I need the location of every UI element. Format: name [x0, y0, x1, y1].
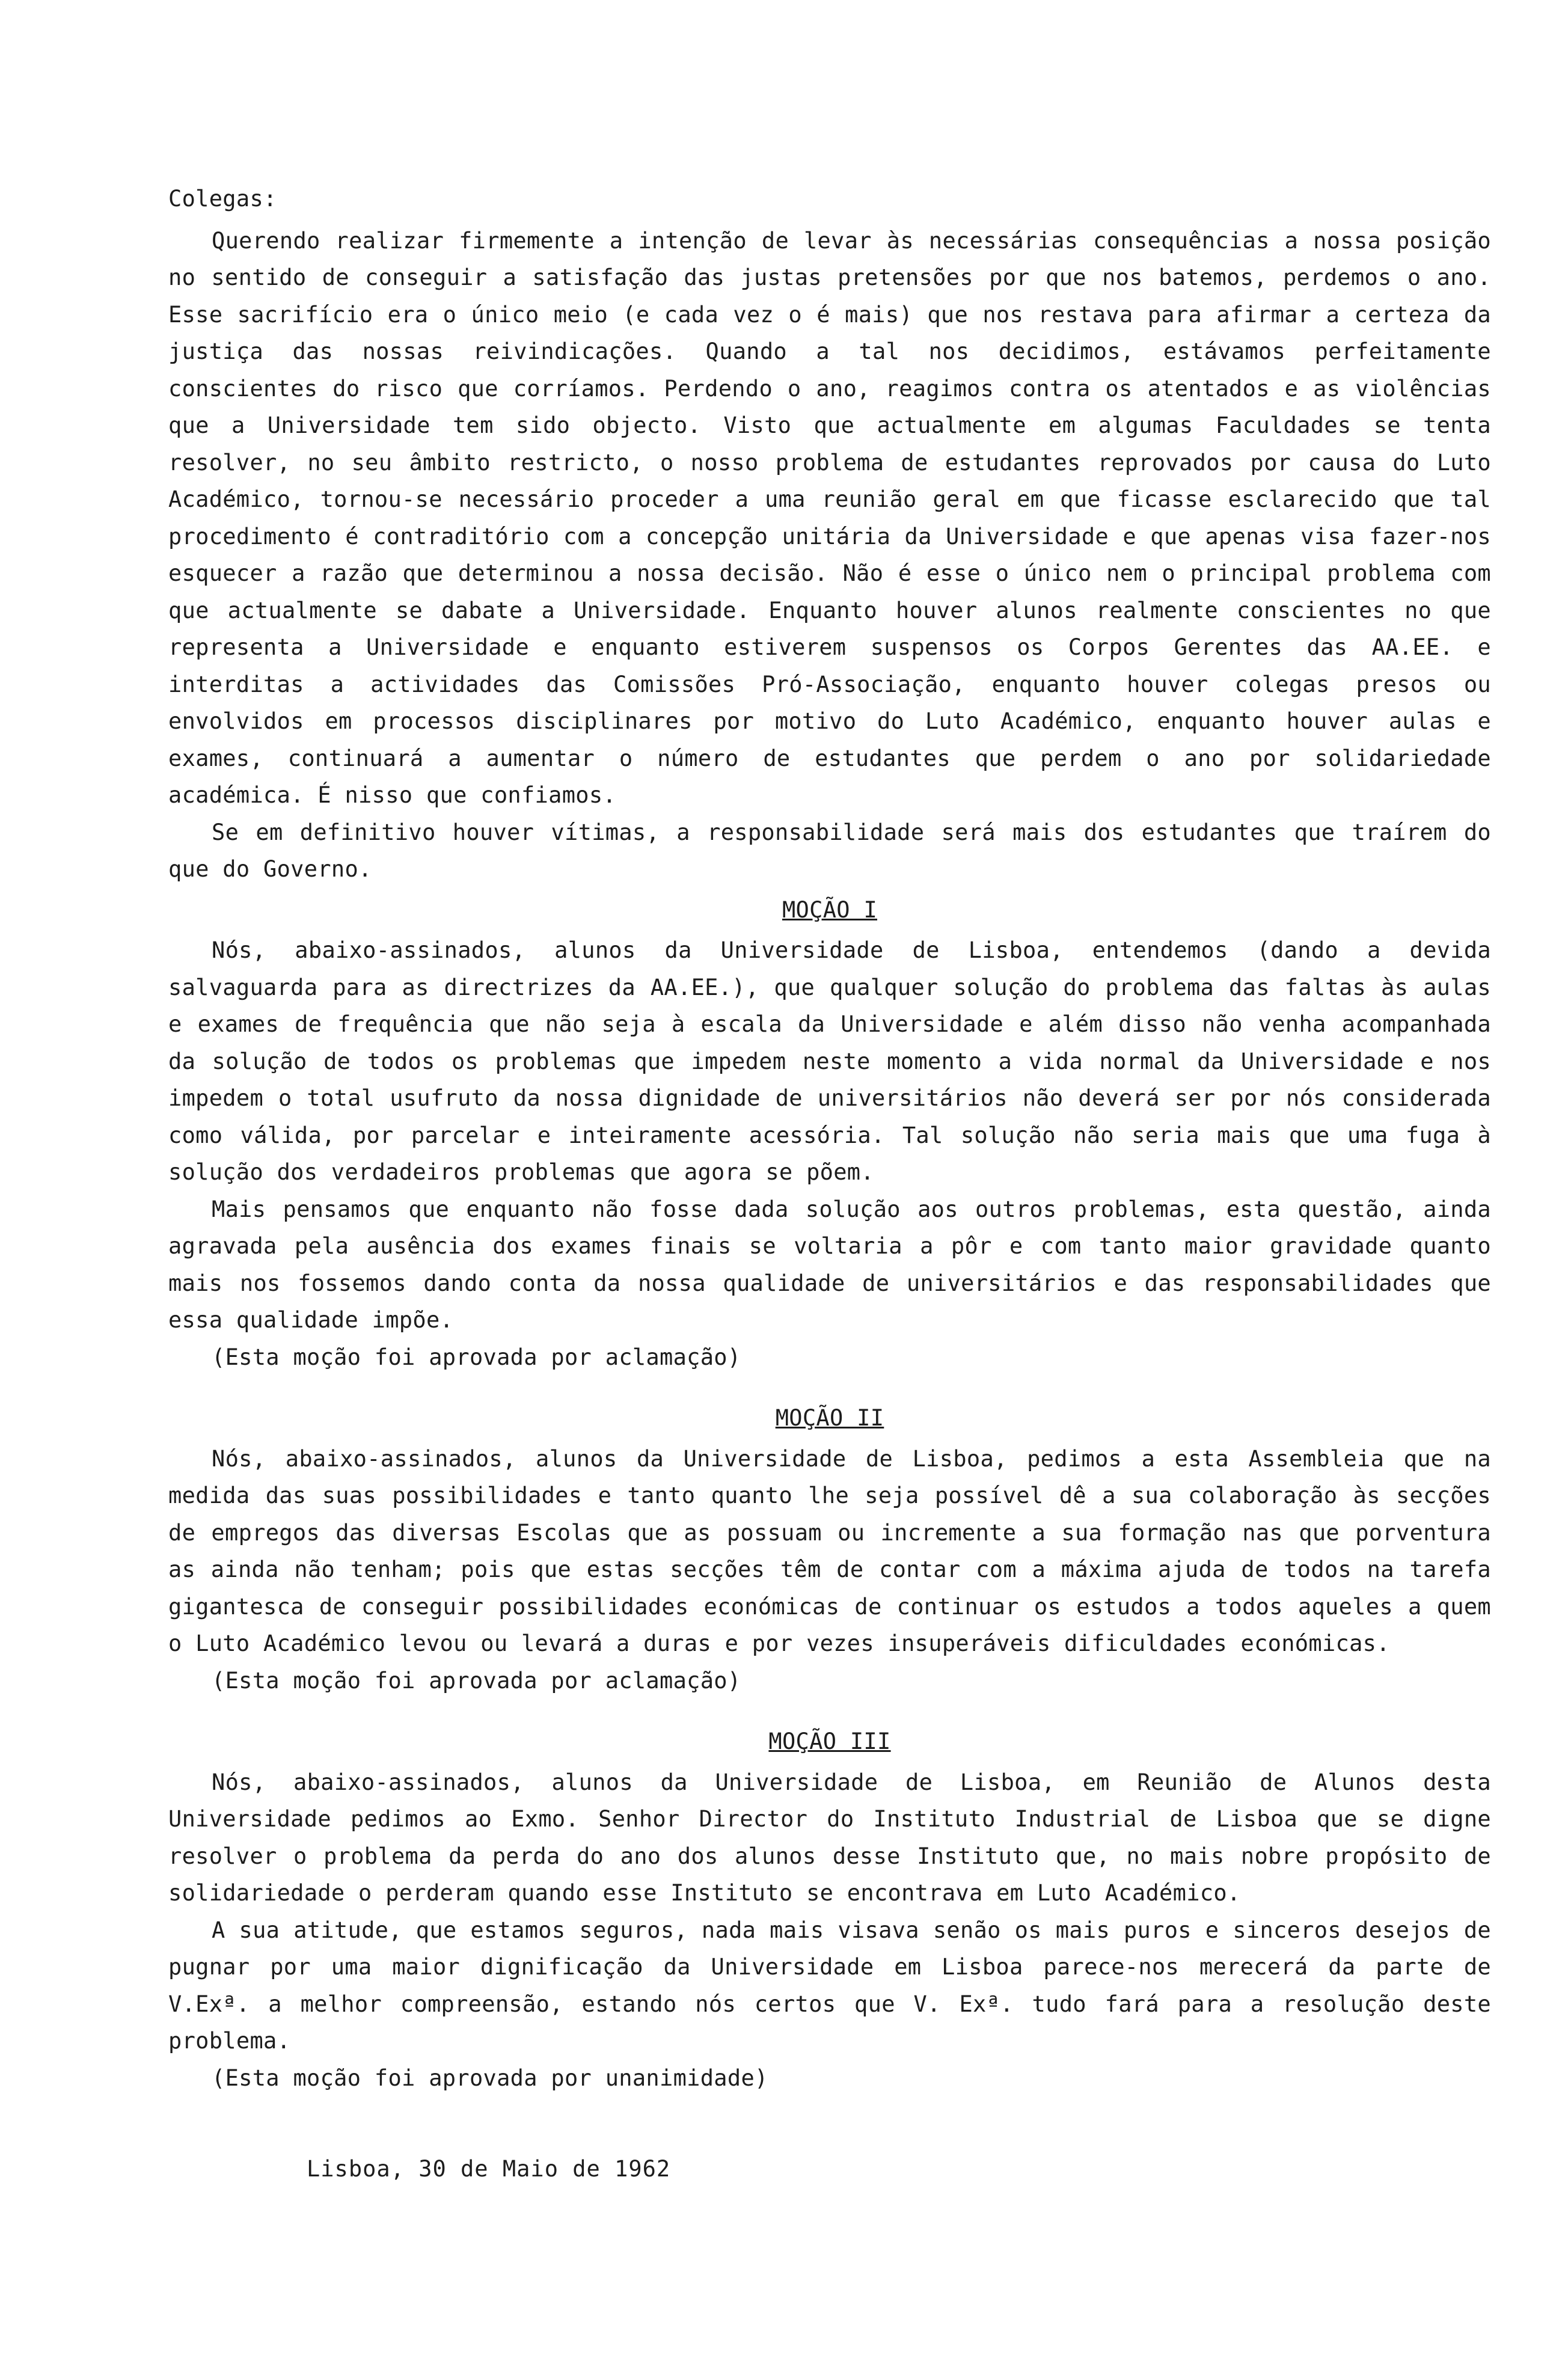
- intro-paragraph: Querendo realizar firmemente a intenção de levar às necessárias consequências a nossa posição no sentido de conseguir a satisfação das justas pretensões por que nos batemos, perdemos o ano. Esse sacrifício era o único meio (e cada vez o é mais) que nos restava para afirmar a certeza da justiça das nossas reivindicações. Quando a tal nos decidimos, estávamos perfeitamente conscientes do risco que corríamos. Perdendo o ano, reagimos contra os atentados e as violências que a Universidade tem sido objecto. Visto que actualmente em algumas Faculdades se tenta resolver, no seu âmbito restricto, o nosso problema de estudantes reprovados por causa do Luto Académico, tornou-se necessário proceder a uma reunião geral em que ficasse esclarecido que tal procedimento é contraditório com a concepção unitária da Universidade e que apenas visa fazer-nos esquecer a razão que determinou a nossa decisão. Não é esse o único nem o principal problema com que actualmente se dabate a Universidade. Enquanto houver alunos realmente conscientes no que representa a Universidade e enquanto estiverem suspensos os Corpos Gerentes das AA.EE. e interditas a actividades das Comissões Pró-Associação, enquanto houver colegas presos ou envolvidos em processos disciplinares por motivo do Luto Académico, enquanto houver aulas e exames, continuará a aumentar o número de estudantes que perdem o ano por solidariedade académica. É nisso que confiamos.: [168, 227, 1491, 808]
- motion-1-title: MOÇÃO I: [782, 896, 878, 923]
- motion-2-title: MOÇÃO II: [775, 1405, 884, 1431]
- motion-1-paragraph: Nós, abaixo-assinados, alunos da Universidade de Lisboa, entendemos (dando a devida salvaguarda para as directrizes da AA.EE.), que qualquer solução do problema das faltas às aulas e exames de frequência que não seja à escala da Universidade e além disso não venha acompanhada da solução de todos os problemas que impedem neste momento a vida normal da Universidade e nos impedem o total usufruto da nossa dignidade de universitários não deverá ser por nós considerada como válida, por parcelar e inteiramente acessória. Tal solução não seria mais que uma fuga à solução dos verdadeiros problemas que agora se põem.: [168, 937, 1491, 1185]
- motion-1-approval: (Esta moção foi aprovada por aclamação): [212, 1344, 741, 1370]
- motion-2-paragraph: Nós, abaixo-assinados, alunos da Universidade de Lisboa, pedimos a esta Assembleia que na medida das suas possibilidades e tanto quanto lhe seja possível dê a sua colaboração às secções de empregos das diversas Escolas que as possuam ou incremente a sua formação nas que porventura as ainda não tenham; pois que estas secções têm de contar com a máxima ajuda de todos na tarefa gigantesca de conseguir possibilidades económicas de continuar os estudos a todos aqueles a quem o Luto Académico levou ou levará a duras e por vezes insuperáveis dificuldades económicas.: [168, 1445, 1491, 1656]
- greeting: Colegas:: [168, 186, 277, 212]
- intro-conclusion: Se em definitivo houver vítimas, a responsabilidade será mais dos estudantes que traírem do que do Governo.: [168, 819, 1491, 882]
- motion-3-paragraph: Nós, abaixo-assinados, alunos da Universidade de Lisboa, em Reunião de Alunos desta Universidade pedimos ao Exmo. Senhor Director do Instituto Industrial de Lisboa que se digne resolver o problema da perda do ano dos alunos desse Instituto que, no mais nobre propósito de solidariedade o perderam quando esse Instituto se encontrava em Luto Académico.: [168, 1769, 1491, 1906]
- document-page: [168, 180, 1491, 2188]
- motion-3-approval: (Esta moção foi aprovada por unanimidade): [212, 2065, 768, 2091]
- motion-3-paragraph-2: A sua atitude, que estamos seguros, nada mais visava senão os mais puros e sinceros desejos de pugnar por uma maior dignificação da Universidade em Lisboa parece-nos merecerá da parte de V.Exª. a melhor compreensão, estando nós certos que V. Exª. tudo fará para a resolução deste problema.: [168, 1917, 1491, 2054]
- motion-1-paragraph-2: Mais pensamos que enquanto não fosse dada solução aos outros problemas, esta questão, ainda agravada pela ausência dos exames finais se voltaria a pôr e com tanto maior gravidade quanto mais nos fossemos dando conta da nossa qualidade de universitários e das responsabilidades que essa qualidade impõe.: [168, 1196, 1491, 1333]
- place-date: Lisboa, 30 de Maio de 1962: [307, 2156, 671, 2182]
- motion-3-title: MOÇÃO III: [768, 1728, 891, 1754]
- motion-2-approval: (Esta moção foi aprovada por aclamação): [212, 1667, 741, 1694]
